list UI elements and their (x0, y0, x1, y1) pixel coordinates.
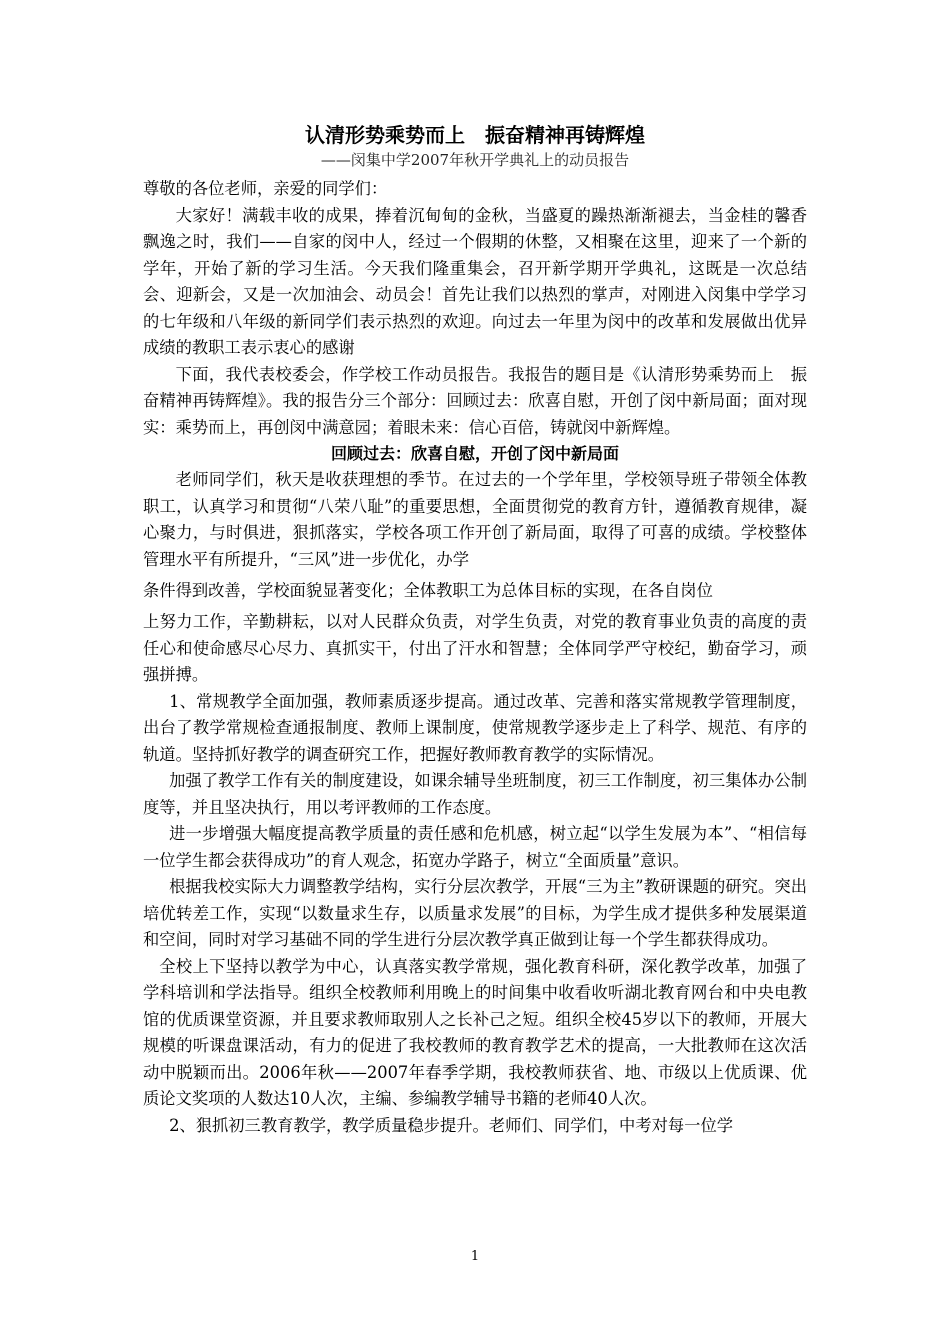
paragraph-conditions-improved: 条件得到改善，学校面貌显著变化；全体教职工为总体目标的实现，在各自岗位 (143, 581, 713, 600)
paragraph-hard-work: 上努力工作，辛勤耕耘，以对人民群众负责，对学生负责，对党的教育事业负责的高度的责任心和使命感尽心尽力、真抓实干，付出了汗水和智慧；全体同学严守校纪，勤奋学习，顽强拼搏。 (143, 612, 807, 684)
paragraph-teaching-center: 全校上下坚持以教学为中心，认真落实教学常规，强化教育科研，深化教学改革，加强了学科培训和学法指导。组织全校教师利用晚上的时间集中收看收听湖北教育网台和中央电教馆的优质课堂资源，并且要求教师取别人之长补己之短。组织全校45岁以下的教师，开展大规模的听课盘课活动，有力的促进了我校教师的教育教学艺术的提高，一大批教师在这次活动中脱颖而出。2006年秋——2007年春季学期，我校教师获省、地、市级以上优质课、优质论文奖项的人数达10人次，主编、参编教学辅导书籍的老师40人次。 (143, 956, 807, 1108)
paragraph-point-1: 1、常规教学全面加强，教师素质逐步提高。通过改革、完善和落实常规教学管理制度，出台了教学常规检查通报制度、教师上课制度，使常规教学逐步走上了科学、规范、有序的轨道。坚持抓好教学的调查研究工作，把握好教师教育教学的实际情况。 (143, 691, 807, 764)
paragraph-report-outline: 下面，我代表校委会，作学校工作动员报告。我报告的题目是《认清形势乘势而上 振奋精神再铸辉煌》。我的报告分三个部分：回顾过去：欣喜自慰，开创了闵中新局面；面对现实：乘势而上，再创闵中满意园；着眼未来：信心百倍，铸就闵中新辉煌。 (143, 364, 807, 437)
paragraph-quality-awareness: 进一步增强大幅度提高教学质量的责任感和危机感，树立起“以学生发展为本”、“相信每一位学生都会获得成功”的育人观念，拓宽办学路子，树立“全面质量”意识。 (143, 824, 807, 870)
document-body (143, 176, 807, 1139)
paragraph-layered-teaching: 根据我校实际大力调整教学结构，实行分层次教学，开展“三为主”教研课题的研究。突出培优转差工作，实现“以数量求生存，以质量求发展”的目标，为学生成才提供多种发展渠道和空间，同时对学习基础不同的学生进行分层次教学真正做到让每一个学生都获得成功。 (143, 877, 807, 949)
document-subtitle: ——闵集中学2007年秋开学典礼上的动员报告 (320, 151, 630, 169)
page-number: 1 (470, 1249, 480, 1264)
greeting: 尊敬的各位老师，亲爱的同学们： (143, 179, 388, 198)
document-title: 认清形势乘势而上 振奋精神再铸辉煌 (305, 123, 645, 147)
paragraph-point-2: 2、狠抓初三教育教学，教学质量稳步提升。老师们、同学们，中考对每一位学 (169, 1115, 734, 1135)
paragraph-system-building: 加强了教学工作有关的制度建设，如课余辅导坐班制度，初三工作制度，初三集体办公制度等，并且坚决执行，用以考评教师的工作态度。 (143, 771, 807, 817)
paragraph-autumn-harvest: 老师同学们，秋天是收获理想的季节。在过去的一个学年里，学校领导班子带领全体教职工，认真学习和贯彻“八荣八耻”的重要思想，全面贯彻党的教育方针，遵循教育规律，凝心聚力，与时俱进，狠抓落实，学校各项工作开创了新局面，取得了可喜的成绩。学校整体管理水平有所提升，“三风”进一步优化，办学 (143, 470, 807, 569)
section-heading-review-past: 回顾过去：欣喜自慰，开创了闵中新局面 (330, 444, 619, 463)
paragraph-welcome: 大家好！满载丰收的成果，捧着沉甸甸的金秋，当盛夏的躁热渐渐褪去，当金桂的馨香飘逸之时，我们——自家的闵中人，经过一个假期的休整，又相聚在这里，迎来了一个新的学年，开始了新的学习生活。今天我们隆重集会，召开新学期开学典礼，这既是一次总结会、迎新会，又是一次加油会、动员会！首先让我们以热烈的掌声，对刚进入闵集中学学习的七年级和八年级的新同学们表示热烈的欢迎。向过去一年里为闵中的改革和发展做出优异成绩的教职工表示衷心的感谢 (143, 205, 807, 357)
